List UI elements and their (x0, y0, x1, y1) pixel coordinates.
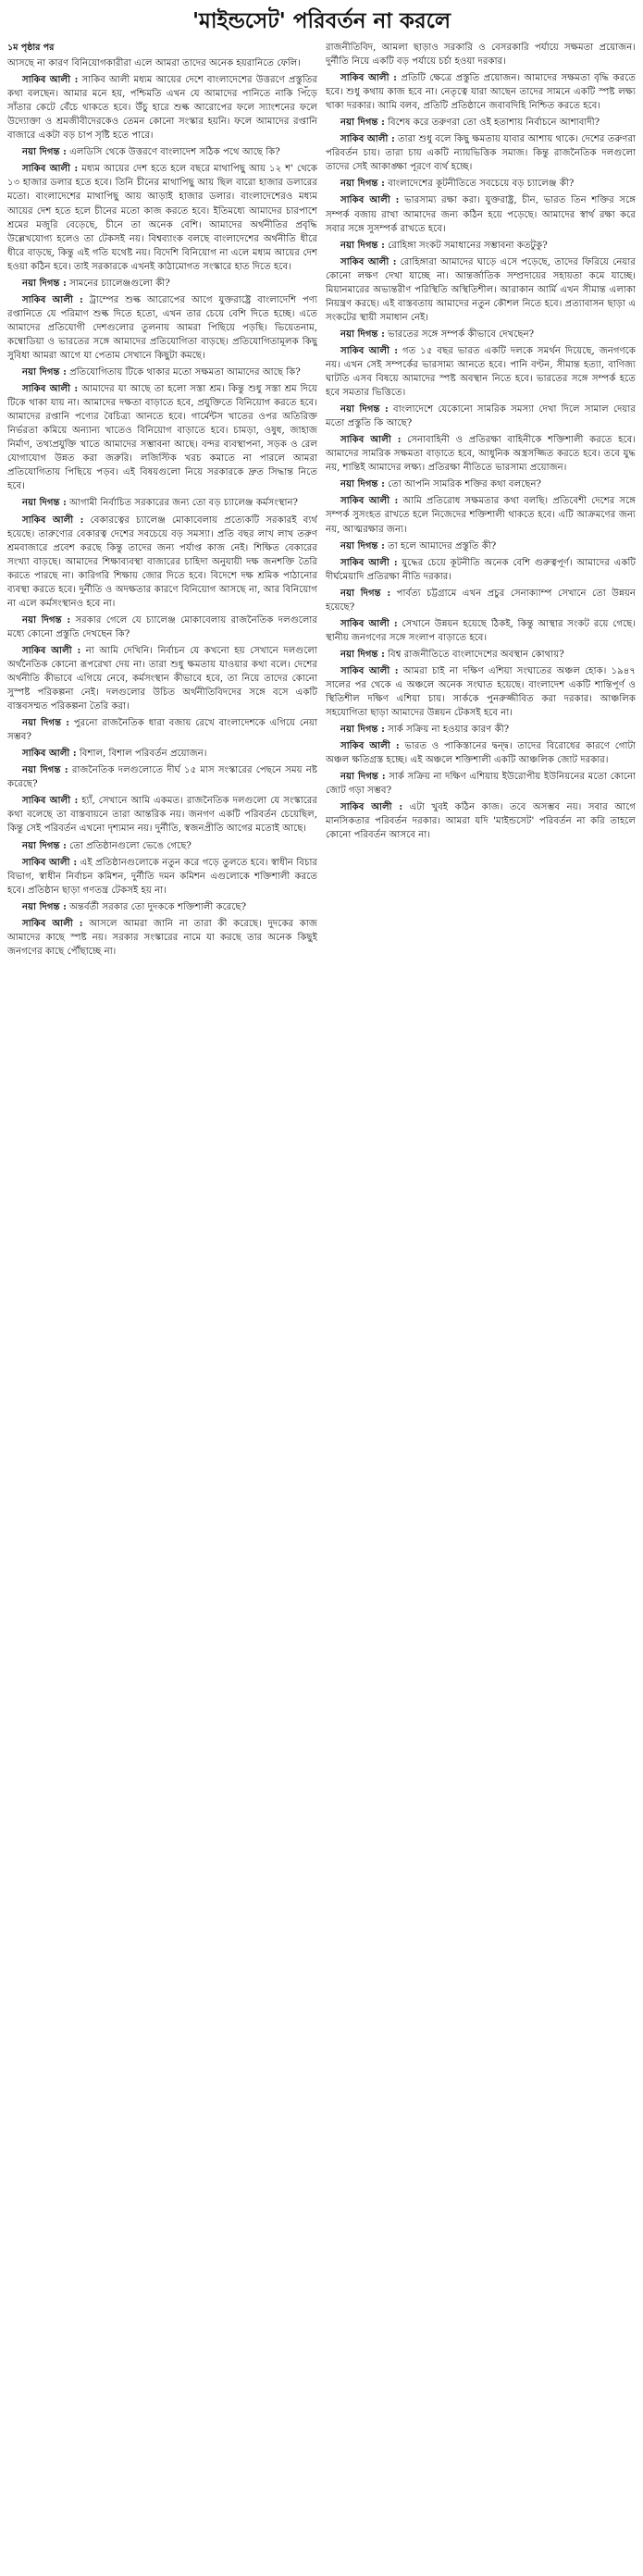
body-paragraph (326, 41, 636, 68)
interview-answer (7, 747, 317, 761)
interview-question (326, 770, 636, 798)
paragraph-text: সেখানে উন্নয়ন হয়েছে ঠিকই, কিন্তু আস্থার সংকট রয়ে গেছে। স্থানীয় জনগণের সঙ্গে সংলাপ বাড়াতে হবে। (326, 618, 636, 643)
paragraph-text: বেকারত্বের চ্যালেঞ্জ মোকাবেলায় প্রত্যেকটি সরকারই ব্যর্থ হয়েছে। তারুণ্যের বেকারত্ব দেশের সবচেয়ে বড় সমস্যা। প্রতি বছর লাখ লাখ তরুণ শ্রমবাজারে প্রবেশ করছে কিন্তু তাদের জন্য পর্যাপ্ত কাজ নেই। শিক্ষিত বেকারের সংখ্যা বাড়ছে। আমাদের শিক্ষাব্যবস্থা বাজারের চাহিদা অনুযায়ী দক্ষ জনশক্তি তৈরি করতে পারছে না। কারিগরি শিক্ষায় জোর দিতে হবে। বিদেশে দক্ষ শ্রমিক পাঠানোর ব্যবস্থা করতে হবে। দুর্নীতি ও অদক্ষতার কারণে বিনিয়োগ আসছে না, আর বিনিয়োগ না এলে কর্মসংস্থানও হবে না। (7, 514, 317, 609)
interview-answer (7, 917, 317, 959)
paragraph-text: বিশ্ব রাজনীতিতে বাংলাদেশের অবস্থান কোথায়? (388, 649, 564, 660)
speaker-label: সাকিব আলী : (22, 293, 83, 305)
interviewer-label: নয়া দিগন্ত : (22, 366, 67, 378)
speaker-label: সাকিব আলী : (22, 74, 79, 86)
speaker-label: সাকিব আলী : (340, 133, 395, 145)
interview-question (7, 613, 317, 641)
paragraph-text: তো আপনি সামরিক শক্তির কথা বলছেন? (388, 479, 542, 490)
paragraph-text: আগামী নির্বাচিত সরকারের জন্য তো বড় চ্যালেঞ্জ কর্মসংস্থান? (69, 498, 299, 509)
interview-answer (7, 644, 317, 713)
interview-question (326, 723, 636, 737)
interviewer-label: নয়া দিগন্ত : (22, 146, 67, 158)
speaker-label: সাকিব আলী : (340, 344, 399, 356)
interview-question (326, 477, 636, 491)
speaker-label: সাকিব আলী : (340, 72, 397, 84)
interview-question (7, 716, 317, 744)
headline: 'মাইন্ডসেট' পরিবর্তন না করলে (192, 9, 451, 33)
interview-question (326, 402, 636, 430)
speaker-label: সাকিব আলী : (22, 514, 84, 526)
paragraph-text: প্রতিটি ক্ষেত্রে প্রস্তুতি প্রয়োজন। আমাদের সক্ষমতা বৃদ্ধি করতে হবে। শুধু কথায় কাজ হবে না। নেতৃত্বে যারা আছেন তাদের সামনে একটি স্পষ্ট লক্ষ্য থাকা দরকার। আমি বলব, প্রতিটি প্রতিষ্ঠানে জবাবদিহি নিশ্চিত করতে হবে। (326, 73, 636, 112)
interviewer-label: নয়া দিগন্ত : (340, 239, 385, 251)
interview-answer (326, 556, 636, 584)
speaker-label: সাকিব আলী : (340, 434, 402, 446)
interview-answer (326, 433, 636, 475)
interview-answer (326, 617, 636, 645)
paragraph-text: আসছে না কারণ বিনিয়োগকারীরা এলে আমরা তাদের অনেক হয়রানিতে ফেলি। (7, 58, 302, 69)
speaker-label: সাকিব আলী : (340, 801, 403, 813)
interviewer-label: নয়া দিগন্ত : (340, 771, 386, 783)
interview-answer (326, 132, 636, 174)
paragraph-text: এই প্রতিষ্ঠানগুলোকে নতুন করে গড়ে তুলতে হবে। স্বাধীন বিচার বিভাগ, স্বাধীন নির্বাচন কমিশন, দুর্নীতি দমন কমিশন এগুলোকে শক্তিশালী করতে হবে। প্রতিষ্ঠান ছাড়া গণতন্ত্র টেকসই হয় না। (7, 857, 317, 896)
speaker-label: সাকিব আলী : (340, 664, 399, 676)
paragraph-text: সার্ক সক্রিয় না দক্ষিণ এশিয়ায় ইউরোপীয় ইউনিয়নের মতো কোনো জোট গড়া সম্ভব? (326, 772, 636, 797)
interview-answer (7, 856, 317, 898)
paragraph-text: সেনাবাহিনী ও প্রতিরক্ষা বাহিনীকে শক্তিশালী করতে হবে। আমাদের সামরিক সক্ষমতা বাড়াতে হবে, আধুনিক অস্ত্রসজ্জিত করতে হবে। তবে যুদ্ধ নয়, শান্তিই আমাদের লক্ষ্য। প্রতিরক্ষা নীতিতে ভারসাম্য প্রয়োজন। (326, 435, 636, 474)
interview-question (7, 145, 317, 159)
paragraph-text: এলডিসি থেকে উত্তরণে বাংলাদেশ সঠিক পথে আছে কি? (69, 147, 280, 158)
article-columns (7, 41, 636, 2576)
interview-answer (326, 800, 636, 842)
paragraph-text: তো প্রতিষ্ঠানগুলো ভেঙে গেছে? (69, 840, 192, 851)
interview-answer (326, 664, 636, 720)
interviewer-label: নয়া দিগন্ত : (340, 117, 385, 129)
interviewer-label: নয়া দিগন্ত : (340, 328, 385, 340)
interview-answer (7, 794, 317, 836)
continuation-kicker: ১ম পৃষ্ঠার পর (7, 43, 55, 53)
paragraph-text: সরকার গেলে যে চ্যালেঞ্জ মোকাবেলায় রাজনৈতিক দলগুলোর মধ্যে কোনো প্রস্তুতি দেখছেন কি? (7, 614, 317, 639)
interviewer-label: নয়া দিগন্ত : (340, 403, 389, 415)
interview-question (326, 239, 636, 253)
paragraph-text: বাংলাদেশের কূটনীতিতে সবচেয়ে বড় চ্যালেঞ্জ কী? (388, 179, 575, 190)
interview-answer (7, 514, 317, 611)
interview-answer (7, 73, 317, 142)
speaker-label: সাকিব আলী : (22, 163, 79, 175)
interview-question (7, 365, 317, 379)
interviewer-label: নয়া দিগন্ত : (22, 277, 67, 289)
interviewer-label: নয়া দিগন্ত : (22, 497, 67, 509)
interview-answer (7, 382, 317, 493)
paragraph-text: রোহিঙ্গা সংকট সমাধানের সম্ভাবনা কতটুকু? (388, 240, 548, 251)
paragraph-text: সার্ক সক্রিয় না হওয়ার কারণ কী? (388, 724, 510, 736)
paragraph-text: যুদ্ধের চেয়ে কূটনীতি অনেক বেশি গুরুত্বপূর্ণ। আমাদের একটি দীর্ঘমেয়াদি প্রতিরক্ষা নীতি দরকার। (326, 557, 636, 582)
speaker-label: সাকিব আলী : (340, 556, 398, 568)
interviewer-label: নয়া দিগন্ত : (22, 839, 67, 851)
interviewer-label: নয়া দিগন্ত : (340, 648, 385, 660)
interview-answer (7, 162, 317, 273)
paragraph-text: আমাদের যা আছে তা হলো সস্তা শ্রম। কিন্তু শুধু সস্তা শ্রম দিয়ে টিকে থাকা যায় না। আমাদের দক্ষতা বাড়াতে হবে, প্রযুক্তিতে বিনিয়োগ করতে হবে। আমাদের রপ্তানি পণ্যের বৈচিত্র্য আনতে হবে। গার্মেন্টস খাতের ওপর অতিরিক্ত নির্ভরতা কমিয়ে অন্যান্য খাতেও বিনিয়োগ বাড়াতে হবে। চামড়া, ওষুধ, জাহাজ নির্মাণ, তথ্যপ্রযুক্তি খাতে আমাদের সম্ভাবনা আছে। বন্দর ব্যবস্থাপনা, সড়ক ও রেল যোগাযোগ উন্নত করা জরুরি। লজিস্টিক খরচ কমাতে না পারলে আমরা প্রতিযোগিতায় পিছিয়ে পড়ব। এই বিষয়গুলো নিয়ে সরকারকে দ্রুত সিদ্ধান্ত নিতে হবে। (7, 384, 317, 492)
paragraph-text: প্রতিযোগিতায় টিকে থাকার মতো সক্ষমতা আমাদের আছে কি? (69, 367, 301, 378)
interviewer-label: নয়া দিগন্ত : (340, 539, 385, 551)
paragraph-text: এটা খুবই কঠিন কাজ। তবে অসম্ভব নয়। সবার আগে মানসিকতার পরিবর্তন দরকার। আমরা যদি 'মাইন্ডসেট' পরিবর্তন না করি তাহলে কোনো পরিবর্তন আসবে না। (326, 802, 636, 841)
interview-answer (326, 193, 636, 235)
interview-answer (326, 494, 636, 536)
interviewer-label: নয়া দিগন্ত : (340, 178, 385, 190)
interview-question (7, 496, 317, 510)
interview-question (7, 763, 317, 791)
paragraph-text: রোহিঙ্গারা আমাদের ঘাড়ে এসে পড়েছে, তাদের ফিরিয়ে নেয়ার কোনো লক্ষণ দেখা যাচ্ছে না। আন্তর্জাতিক সম্প্রদায়ের সহায়তা কমে যাচ্ছে। মিয়ানমারের অভ্যন্তরীণ পরিস্থিতি অস্থিতিশীল। আরাকান আর্মি এখন সীমান্ত এলাকা নিয়ন্ত্রণ করছে। এই বাস্তবতায় আমাদের নতুন কৌশল নিতে হবে। প্রত্যাবাসন ছাড়া এ সংকটের স্থায়ী সমাধান নেই। (326, 256, 636, 323)
paragraph-text: ট্রাম্পের শুল্ক আরোপের আগে যুক্তরাষ্ট্রে বাংলাদেশি পণ্য রপ্তানিতে যে পরিমাণ শুল্ক দিতে হতো, এখন তার চেয়ে বেশি দিতে হচ্ছে। এতে আমাদের প্রতিযোগী দেশগুলোর তুলনায় আমরা পিছিয়ে পড়ছি। ভিয়েতনাম, কম্বোডিয়া ও ভারতের সঙ্গে আমাদের প্রতিযোগিতা বাড়ছে। প্রতিযোগিতামূলক কিছু সুবিধা আমরা আগে যা পেতাম সেখানে কিছুটা কমছে। (7, 294, 317, 361)
paragraph-text: আমরা চাই না দক্ষিণ এশিয়া সংঘাতের অঞ্চল হোক। ১৯৪৭ সালের পর থেকে এ অঞ্চলে অনেক সংঘাত হয়েছে। বাংলাদেশ একটি শান্তিপূর্ণ ও স্থিতিশীল দক্ষিণ এশিয়া চায়। সার্ককে পুনরুজ্জীবিত করা দরকার। আঞ্চলিক সহযোগিতা ছাড়া আমাদের উন্নয়ন টেকসই হবে না। (326, 665, 636, 719)
speaker-label: সাকিব আলী : (22, 748, 77, 760)
paragraph-text: ভারসাম্য রক্ষা করা। যুক্তরাষ্ট্র, চীন, ভারত তিন শক্তির সঙ্গে সম্পর্ক বজায় রাখা আমাদের জন্য কঠিন হয়ে পড়েছে। আমাদের স্বার্থ রক্ষা করে সবার সঙ্গে সুসম্পর্ক রাখতে হবে। (326, 195, 636, 234)
interview-question (7, 900, 317, 914)
paragraph-text: গত ১৫ বছর ভারত একটি দলকে সমর্থন দিয়েছে, জনগণকে নয়। এখন সেই সম্পর্কের ভারসাম্য আনতে হবে। পানি বণ্টন, সীমান্ত হত্যা, বাণিজ্য ঘাটতি এসব বিষয়ে আমাদের স্পষ্ট অবস্থান নিতে হবে। ভারতের সঙ্গে সম্পর্ক হতে হবে সমতার ভিত্তিতে। (326, 345, 636, 399)
paragraph-text: আমি প্রতিরোধ সক্ষমতার কথা বলছি। প্রতিবেশী দেশের সঙ্গে সম্পর্ক সুসংহত রাখতে হলে নিজেদের শক্তিশালী থাকতে হবে। এটি আক্রমণের জন্য নয়, আত্মরক্ষার জন্য। (326, 496, 636, 535)
paragraph-text: রাজনীতিবিদ, আমলা ছাড়াও সরকারি ও বেসরকারি পর্যায়ে সক্ষমতা প্রয়োজন। দুর্নীতি নিয়ে একটি বড় পর্যায়ে চর্চা হওয়া দরকার। (326, 43, 636, 68)
speaker-label: সাকিব আলী : (340, 255, 397, 267)
column-left (7, 41, 317, 2576)
paragraph-text: বাংলাদেশে যেকোনো সামরিক সমস্যা দেখা দিলে সামাল দেয়ার মতো প্রস্তুতি কি আছে? (326, 404, 636, 429)
interview-question (326, 587, 636, 614)
interview-answer (326, 344, 636, 400)
column-right (326, 41, 636, 2576)
paragraph-text: তারা শুধু বলে কিছু ক্ষমতায় যাবার আশায় থাকে। দেশের তরুণরা পরিবর্তন চায়। তারা চায় একটি ন্যায়ভিত্তিক সমাজ। কিন্তু রাজনৈতিক দলগুলো তাদের সেই আকাঙ্ক্ষা পূরণে ব্যর্থ হচ্ছে। (326, 134, 636, 173)
paragraph-text: পার্বত্য চট্টগ্রামে এখন প্রচুর সেনাক্যাম্প সেখানে তো উন্নয়ন হয়েছে? (326, 588, 636, 613)
paragraph-text: বিশেষ করে তরুণরা তো ওই হতাশায় নির্বাচনে আশাবাদী? (388, 118, 600, 129)
body-paragraph (7, 56, 317, 70)
paragraph-text: তা হলে আমাদের প্রস্তুতি কী? (388, 540, 497, 551)
paragraph-text: মধ্যম আয়ের দেশ হতে হলে বছরে মাথাপিছু আয় ১২ শ' থেকে ১৩ হাজার ডলার হতে হবে। তিনি চীনের মাথাপিছু আয় ছিল বারো হাজার ডলারের মতো। বাংলাদেশের মাথাপিছু আয় আড়াই হাজার ডলার। বাংলাদেশেরও মধ্যম আয়ের দেশ হতে হলে চীনের মতো কাজ করতে হবে। ইতিমধ্যে আমাদের চারপাশে শ্রমের মজুরি বেড়েছে, চীনে তা অনেক বেশি। আমাদের অর্থনীতির প্রবৃদ্ধি উল্লেখযোগ্য হলেও তা টেকসই নয়। বিশ্বব্যাংক বলছে বাংলাদেশের অর্থনীতি ধীরে ধীরে বাড়ছে, কিন্তু এই গতি যথেষ্ট নয়। বিদেশি বিনিয়োগ না এলে মধ্যম আয়ের দেশ হওয়া কঠিন হবে। তাই সরকারকে এখনই কাঠামোগত সংস্কারে হাত দিতে হবে। (7, 164, 317, 272)
interviewer-label: নয়া দিগন্ত : (340, 724, 385, 736)
paragraph-text: বিশাল, বিশাল পরিবর্তন প্রয়োজন। (79, 749, 207, 760)
interviewer-label: নয়া দিগন্ত : (340, 587, 391, 599)
interview-answer (326, 71, 636, 113)
interview-question (326, 116, 636, 130)
interviewer-label: নয়া দিগন্ত : (22, 717, 69, 729)
speaker-label: সাকিব আলী : (340, 495, 399, 507)
speaker-label: সাকিব আলী : (22, 383, 79, 395)
paragraph-text: সামনের চ্যালেঞ্জগুলো কী? (69, 278, 170, 289)
paragraph-text: হ্যাঁ, সেখানে আমি একমত। রাজনৈতিক দলগুলো যে সংস্কারের কথা বলেছে তা বাস্তবায়নে তারা আন্তরিক নয়। জনগণ একটি পরিবর্তন চেয়েছিল, কিন্তু সেই পরিবর্তন এখনো দৃশ্যমান নয়। দুর্নীতি, স্বজনপ্রীতি আগের মতোই আছে। (7, 796, 317, 835)
interviewer-label: নয়া দিগন্ত : (22, 764, 68, 776)
interview-question (7, 839, 317, 853)
interviewer-label: নয়া দিগন্ত : (22, 900, 67, 912)
interview-question (326, 648, 636, 662)
paragraph-text: না আমি দেখিনি। নির্বাচন যে কখনো হয় সেখানে দলগুলো অর্থনৈতিক কোনো রূপরেখা দেয় না। তারা শুধু ক্ষমতায় যাওয়ার কথা বলে। দেশের অর্থনীতি কীভাবে এগিয়ে নেবে, কর্মসংস্থান কীভাবে হবে, তা নিয়ে তাদের কোনো সুস্পষ্ট পরিকল্পনা নেই। দলগুলোর উচিত অর্থনীতিবিদদের সঙ্গে বসে একটি বাস্তবসম্মত পরিকল্পনা তৈরি করা। (7, 645, 317, 712)
paragraph-text: ভারতের সঙ্গে সম্পর্ক কীভাবে দেখছেন? (388, 328, 535, 340)
interview-answer (7, 293, 317, 363)
paragraph-text: আসলে আমরা জানি না তারা কী করেছে। দুদকের কাজ আমাদের কাছে স্পষ্ট নয়। সরকার সংস্কারের নামে যা করছে তার অনেক কিছুই জনগণের কাছে পৌঁছাচ্ছে না। (7, 918, 317, 957)
interview-answer (326, 739, 636, 767)
interviewer-label: নয়া দিগন্ত : (22, 613, 71, 625)
speaker-label: সাকিব আলী : (22, 644, 81, 656)
interview-answer (326, 255, 636, 325)
interview-question (326, 539, 636, 553)
paragraph-text: পুরনো রাজনৈতিক ধারা বজায় রেখে বাংলাদেশকে এগিয়ে নেয়া সম্ভব? (7, 718, 317, 743)
interview-question (7, 277, 317, 291)
interview-question (326, 177, 636, 191)
paragraph-text: রাজনৈতিক দলগুলোতে দীর্ঘ ১৫ মাস সংস্কারের পেছনে সময় নষ্ট করেছে? (7, 765, 317, 790)
paragraph-text: অন্তর্বর্তী সরকার তো দুদককে শক্তিশালী করেছে? (69, 901, 247, 912)
speaker-label: সাকিব আলী : (340, 194, 400, 206)
speaker-label: সাকিব আলী : (22, 917, 83, 929)
speaker-label: সাকিব আলী : (22, 795, 79, 807)
speaker-label: সাকিব আলী : (340, 740, 400, 752)
paragraph-text: সাকিব আলী মধ্যম আয়ের দেশে বাংলাদেশের উত্তরণে প্রস্তুতির কথা বলছেন। আমার মনে হয়, পশ্চিমতি এখন যে আমাদের পানিতে নাকি পিঁড়ে সাঁতার কেটে বেঁচে থাকতে হবে। উঁচু হারে শুল্ক আরোপের ফলে স্যাংশনের ফলে উদ্যোক্তা ও শ্রমজীবীদেরকেও তেমন কোনো সংস্কার হয়নি। ফলে আমাদের রপ্তানি বাজারে একটা বড় চাপ সৃষ্টি হতে পারে। (7, 75, 317, 142)
speaker-label: সাকিব আলী : (340, 617, 398, 629)
interview-question (326, 328, 636, 341)
interviewer-label: নয়া দিগন্ত : (340, 478, 385, 490)
paragraph-text: ভারত ও পাকিস্তানের দ্বন্দ্ব। তাদের বিরোধের কারণে গোটা অঞ্চল ক্ষতিগ্রস্ত হচ্ছে। এই অঞ্চলে শক্তিশালী একটি আঞ্চলিক জোট দরকার। (326, 741, 636, 766)
speaker-label: সাকিব আলী : (22, 856, 78, 868)
